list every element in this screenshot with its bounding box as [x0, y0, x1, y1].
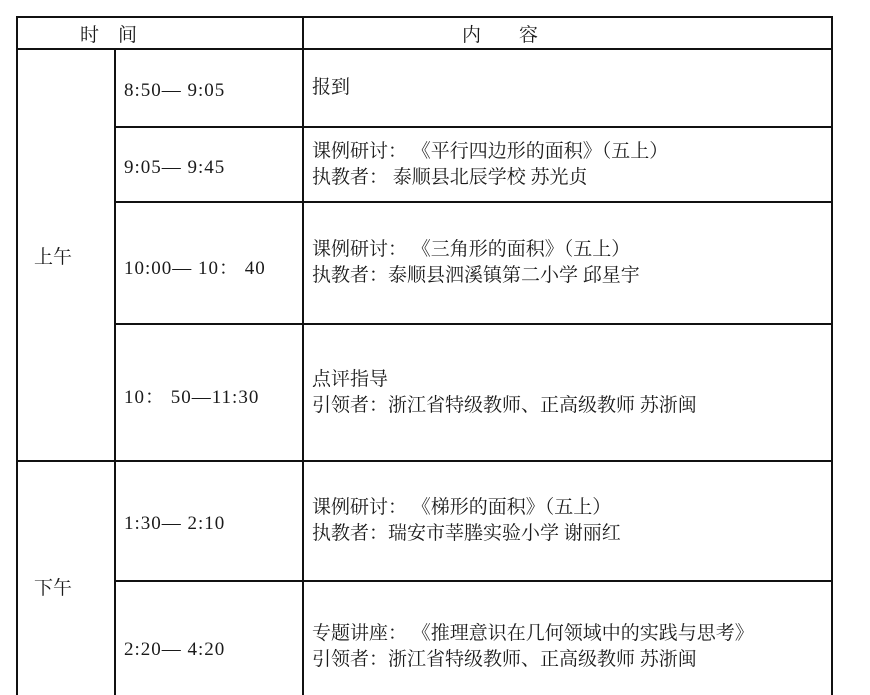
content-line: 课例研讨： 《三角形的面积》（五上） [312, 239, 631, 260]
time-cell: 2:20— 4:20 [115, 581, 303, 695]
content-line: 执教者： 泰顺县北辰学校 苏光贞 [312, 166, 588, 188]
content-line: 引领者：浙江省特级教师、正高级教师 苏浙闽 [312, 394, 697, 416]
table-row [17, 461, 832, 581]
table-row [17, 324, 832, 461]
content-line: 报到 [312, 77, 351, 98]
period-cell-afternoon: 下午 [17, 461, 115, 695]
content-cell [303, 202, 832, 324]
time-cell: 9:05— 9:45 [115, 127, 303, 202]
table-row [17, 49, 832, 127]
content-cell [303, 49, 832, 127]
content-cell [303, 127, 832, 202]
content-line: 引领者：浙江省特级教师、正高级教师 苏浙闽 [312, 648, 697, 670]
table-row [17, 202, 832, 324]
content-cell [303, 461, 832, 581]
time-cell: 8:50— 9:05 [115, 49, 303, 127]
period-cell-morning: 上午 [17, 49, 115, 461]
header-cell-time: 时 间 [17, 17, 303, 49]
time-cell: 10:00— 10： 40 [115, 202, 303, 324]
content-line: 课例研讨： 《梯形的面积》（五上） [312, 497, 612, 518]
time-cell: 1:30— 2:10 [115, 461, 303, 581]
table-row [17, 581, 832, 695]
content-line: 课例研讨： 《平行四边形的面积》（五上） [312, 140, 669, 162]
content-line: 执教者：泰顺县泗溪镇第二小学 邱星宇 [312, 265, 640, 286]
time-cell: 10： 50—11:30 [115, 324, 303, 461]
header-cell-content: 内 容 [303, 17, 832, 49]
content-cell [303, 324, 832, 461]
table-row [17, 127, 832, 202]
content-line: 专题讲座： 《推理意识在几何领域中的实践与思考》 [312, 622, 754, 644]
table-header-row [17, 17, 832, 49]
content-line: 点评指导 [312, 368, 389, 390]
content-cell [303, 581, 832, 695]
schedule-table [16, 16, 833, 695]
content-line: 执教者：瑞安市莘塍实验小学 谢丽红 [312, 523, 621, 544]
